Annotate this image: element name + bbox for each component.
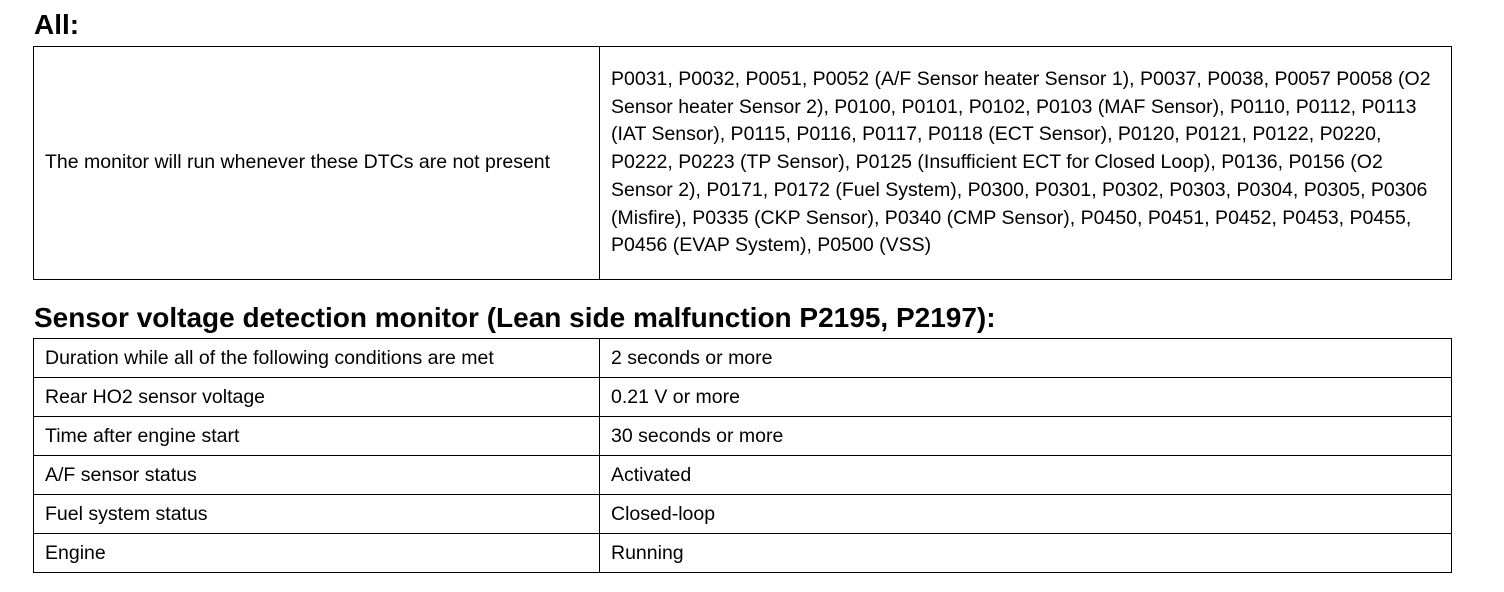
table-row [34, 47, 1452, 280]
value-cell: Running [600, 534, 1452, 573]
value-cell: Closed-loop [600, 495, 1452, 534]
table-row [34, 339, 1452, 378]
value-cell: Activated [600, 456, 1452, 495]
condition-cell: Rear HO2 sensor voltage [34, 378, 600, 417]
condition-cell: A/F sensor status [34, 456, 600, 495]
condition-cell: Engine [34, 534, 600, 573]
table-row [34, 456, 1452, 495]
condition-cell: Duration while all of the following conditions are met [34, 339, 600, 378]
value-cell: 30 seconds or more [600, 417, 1452, 456]
value-cell: 2 seconds or more [600, 339, 1452, 378]
dtc-list-cell: P0031, P0032, P0051, P0052 (A/F Sensor heater Sensor 1), P0037, P0038, P0057 P0058 (O2 Sensor heater Sensor 2), P0100, P0101, P0102, P0103 (MAF Sensor), P0110, P0112, P0113 (IAT Sensor), P0115, P0116, P0117, P0118 (ECT Sensor), P0120, P0121, P0122, P0220, P0222, P0223 (TP Sensor), P0125 (Insufficient ECT for Closed Loop), P0136, P0156 (O2 Sensor 2), P0171, P0172 (Fuel System), P0300, P0301, P0302, P0303, P0304, P0305, P0306 (Misfire), P0335 (CKP Sensor), P0340 (CMP Sensor), P0450, P0451, P0452, P0453, P0455, P0456 (EVAP System), P0500 (VSS) [600, 47, 1452, 280]
table-row [34, 417, 1452, 456]
table-row [34, 495, 1452, 534]
table-row [34, 378, 1452, 417]
condition-cell: Fuel system status [34, 495, 600, 534]
dtc-conditions-table [33, 46, 1452, 280]
condition-cell: The monitor will run whenever these DTCs are not present [34, 47, 600, 280]
table-row [34, 534, 1452, 573]
section-heading-all: All: [34, 9, 80, 40]
condition-cell: Time after engine start [34, 417, 600, 456]
section-heading-sensor-voltage: Sensor voltage detection monitor (Lean side malfunction P2195, P2197): [34, 302, 996, 333]
value-cell: 0.21 V or more [600, 378, 1452, 417]
sensor-voltage-conditions-table [33, 338, 1452, 573]
